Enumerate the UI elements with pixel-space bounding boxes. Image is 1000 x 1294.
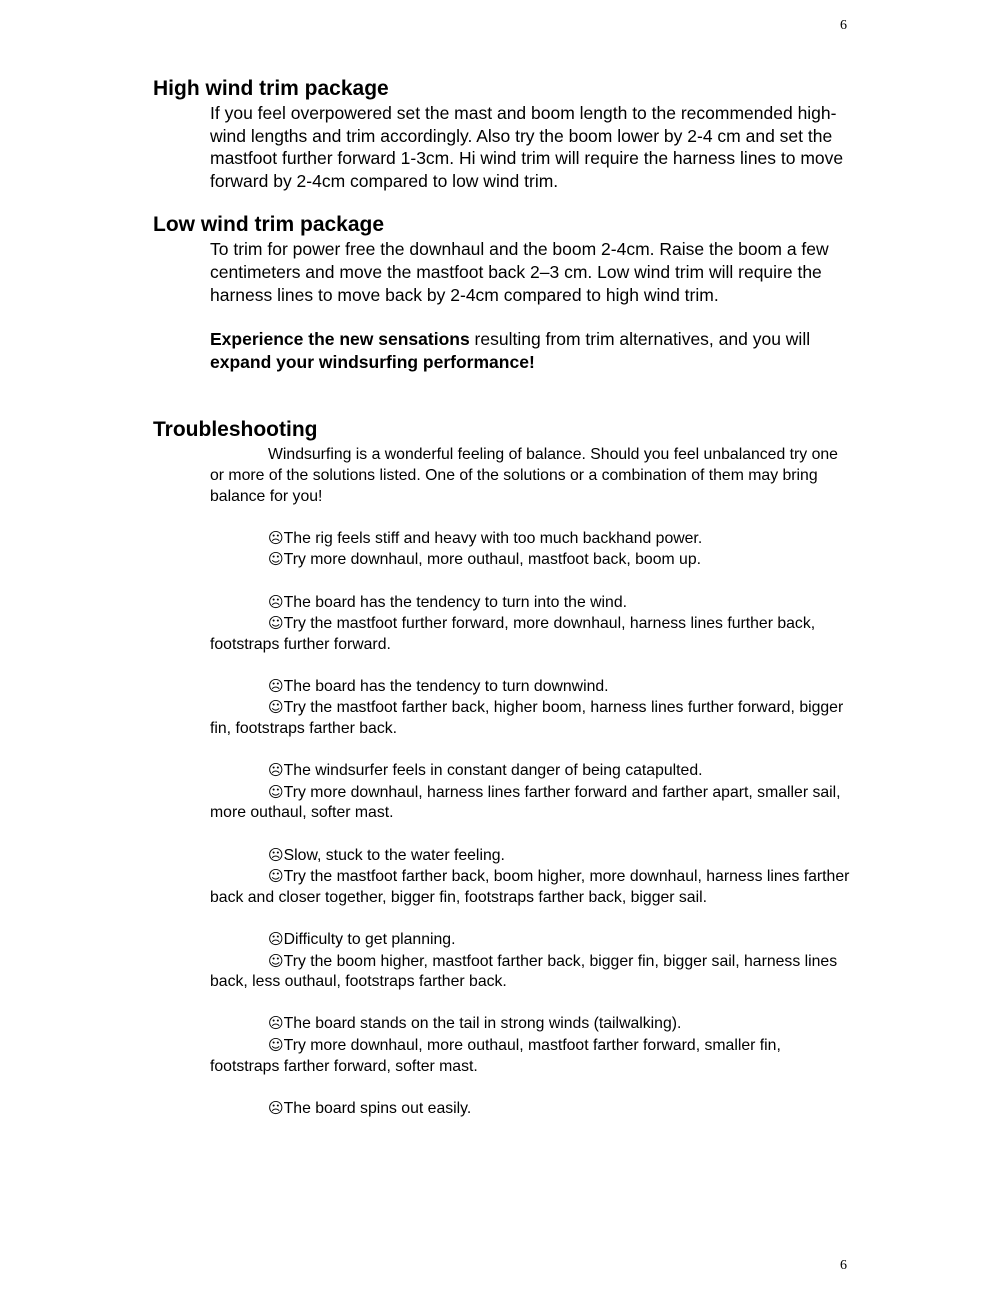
low-wind-heading: Low wind trim package <box>153 213 385 237</box>
solution-line <box>210 951 853 993</box>
problem-line <box>210 592 853 614</box>
sad-face-icon: ☹ <box>268 1014 284 1033</box>
troubleshooting-item <box>210 845 853 909</box>
problem-text: Difficulty to get planning. <box>283 931 456 948</box>
high-wind-heading: High wind trim package <box>153 77 389 100</box>
sad-face-icon: ☹ <box>268 676 284 695</box>
experience-text-1: resulting from trim alternatives, and you will <box>469 329 811 350</box>
problem-text: The board has the tendency to turn downwind. <box>283 677 609 695</box>
problem-text: The board spins out easily. <box>283 1099 472 1117</box>
high-wind-body: If you feel overpowered set the mast and boom length to the recommended high-wind lengths and trim accordingly. Also try the boom lower by 2-4 cm and set the mastfoot further forward 1-3cm. Hi wind trim will require the harness lines to move forward by 2-4cm compared to low wind trim. <box>210 103 844 191</box>
problem-text: Slow, stuck to the water feeling. <box>283 846 505 864</box>
problem-line <box>210 676 853 698</box>
troubleshooting-intro <box>210 445 853 507</box>
problem-line <box>210 929 853 951</box>
smiley-face-icon: ☺ <box>268 782 284 801</box>
troubleshooting-intro-text: Windsurfing is a wonderful feeling of balance. Should you feel unbalanced try one or more of the solutions listed. One of the solutions or a combination of them may bring balance for you! <box>210 446 838 505</box>
problem-line <box>210 760 853 782</box>
smiley-face-icon: ☺ <box>268 614 284 633</box>
problem-text: The rig feels stiff and heavy with too much backhand power. <box>283 529 703 547</box>
sad-face-icon: ☹ <box>268 592 284 611</box>
troubleshooting-item <box>210 528 853 571</box>
solution-text: Try more downhaul, more outhaul, mastfoot back, boom up. <box>283 551 702 569</box>
solution-text: Try the mastfoot farther back, boom higher, more downhaul, harness lines farther back and closer together, bigger fin, footstraps farther back, bigger sail. <box>210 868 850 906</box>
troubleshooting-list <box>153 528 853 1120</box>
smiley-face-icon: ☺ <box>268 951 284 970</box>
sad-face-icon: ☹ <box>268 761 284 780</box>
solution-text: Try more downhaul, harness lines farther forward and farther apart, smaller sail, more outhaul, softer mast. <box>210 783 841 822</box>
solution-line <box>210 697 853 739</box>
problem-line <box>210 528 853 550</box>
troubleshooting-item <box>210 1098 853 1120</box>
troubleshooting-item <box>210 760 853 824</box>
problem-line <box>210 1098 853 1120</box>
smiley-face-icon: ☺ <box>268 867 284 886</box>
sad-face-icon: ☹ <box>268 528 284 547</box>
problem-text: The board stands on the tail in strong winds (tailwalking). <box>283 1015 682 1033</box>
problem-line <box>210 1013 853 1035</box>
problem-line <box>210 845 853 867</box>
sad-face-icon: ☹ <box>268 1098 284 1117</box>
experience-bold-1: Experience the new sensations <box>210 329 470 350</box>
solution-line <box>210 866 853 908</box>
page-content <box>153 76 853 1119</box>
troubleshooting-item <box>210 929 853 993</box>
solution-text: Try more downhaul, more outhaul, mastfoot farther forward, smaller fin, footstraps farther forward, softer mast. <box>210 1036 781 1075</box>
solution-line <box>210 549 853 571</box>
solution-text: Try the mastfoot farther back, higher boom, harness lines further forward, bigger fin, footstraps farther back. <box>210 699 844 738</box>
page-number-bottom: 6 <box>840 1258 847 1273</box>
sad-face-icon: ☹ <box>268 845 284 864</box>
troubleshooting-item <box>210 1013 853 1077</box>
experience-paragraph <box>210 328 853 373</box>
troubleshooting-item <box>210 592 853 656</box>
smiley-face-icon: ☺ <box>268 698 284 717</box>
troubleshooting-heading: Troubleshooting <box>153 418 318 442</box>
smiley-face-icon: ☺ <box>268 550 284 569</box>
troubleshooting-item <box>210 676 853 740</box>
page-number-top: 6 <box>840 18 847 33</box>
experience-bold-2: expand your windsurfing performance! <box>210 351 535 372</box>
problem-text: The windsurfer feels in constant danger of being catapulted. <box>283 762 703 780</box>
problem-text: The board has the tendency to turn into the wind. <box>283 593 628 611</box>
solution-text: Try the boom higher, mastfoot farther back, bigger fin, bigger sail, harness lines back, less outhaul, footstraps farther back. <box>210 952 838 991</box>
solution-text: Try the mastfoot further forward, more downhaul, harness lines further back, footstraps further forward. <box>210 615 816 653</box>
sad-face-icon: ☹ <box>268 930 284 948</box>
solution-line <box>210 613 853 655</box>
smiley-face-icon: ☺ <box>268 1035 284 1054</box>
solution-line <box>210 1035 853 1077</box>
low-wind-body: To trim for power free the downhaul and the boom 2-4cm. Raise the boom a few centimeters and move the mastfoot back 2–3 cm. Low wind trim will require the harness lines to move back by 2-4cm compared to high wind trim. <box>210 239 829 305</box>
solution-line <box>210 782 853 824</box>
